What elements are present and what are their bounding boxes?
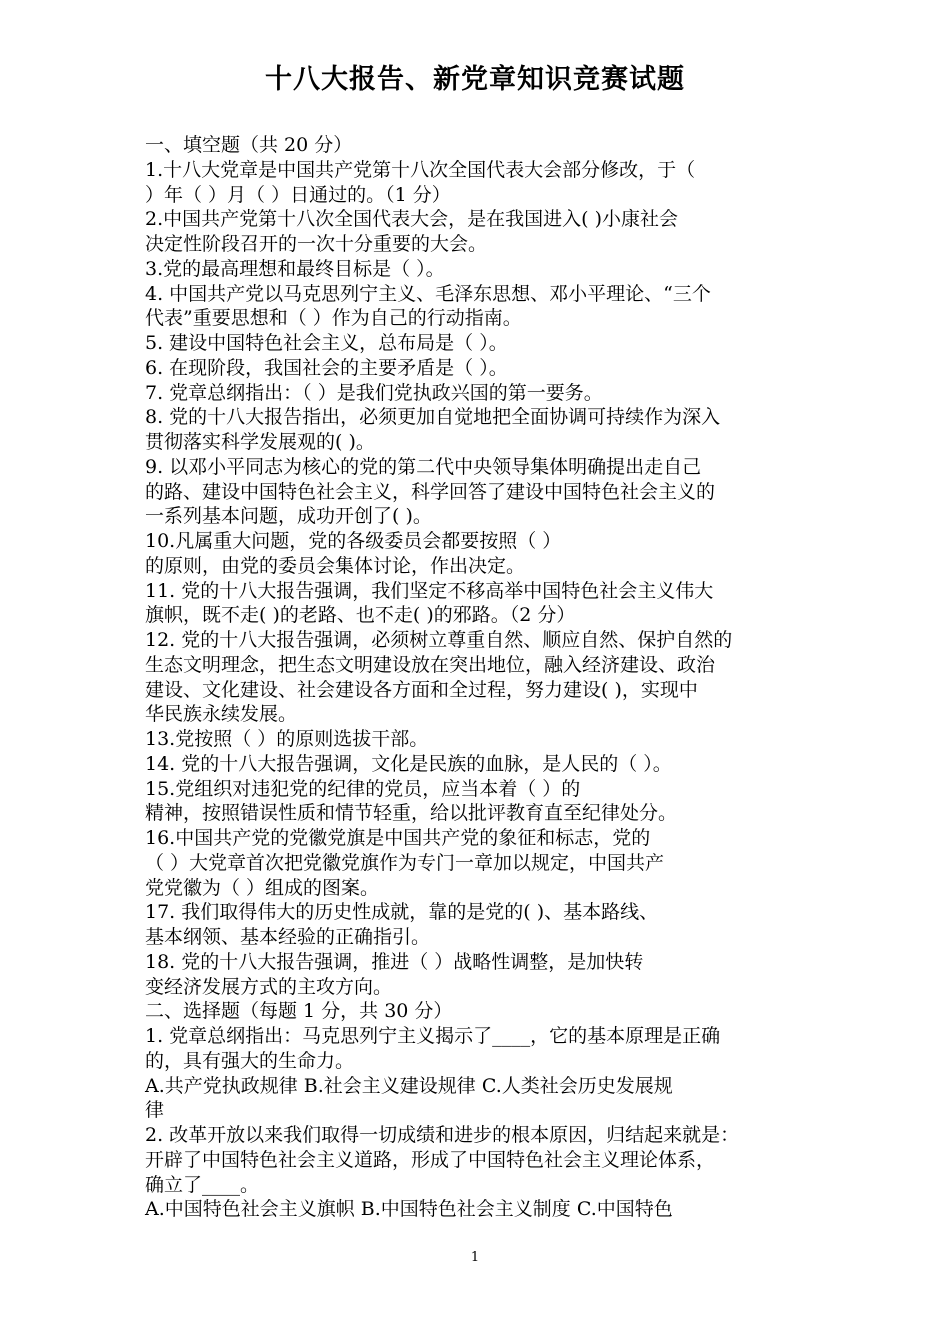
- text-line: 的路、建设中国特色社会主义，科学回答了建设中国特色社会主义的: [145, 480, 716, 503]
- text-line: A.共产党执政规律 B.社会主义建设规律 C.人类社会历史发展规: [145, 1074, 673, 1097]
- text-line: 13.党按照（ ）的原则选拔干部。: [145, 728, 429, 750]
- text-line: 9. 以邓小平同志为核心的党的第二代中央领导集体明确提出走自己: [145, 455, 702, 478]
- text-line: 的原则，由党的委员会集体讨论，作出决定。: [145, 554, 526, 577]
- text-line: 旗帜，既不走( )的老路、也不走( )的邪路。（2 分）: [145, 604, 576, 627]
- text-line: 一、填空题（共 20 分）: [145, 134, 353, 156]
- text-line: 12. 党的十八大报告强调，必须树立尊重自然、顺应自然、保护自然的: [145, 629, 733, 651]
- text-line: 18. 党的十八大报告强调，推进（ ）战略性调整，是加快转: [145, 950, 644, 973]
- page-number: 1: [470, 1250, 480, 1265]
- text-line: 3.党的最高理想和最终目标是（ ）。: [145, 257, 445, 280]
- text-line: 决定性阶段召开的一次十分重要的大会。: [145, 233, 488, 255]
- text-line: 华民族永续发展。: [145, 703, 298, 726]
- text-line: 精神，按照错误性质和情节轻重，给以批评教育直至纪律处分。: [145, 802, 678, 825]
- text-line: 二、选择题（每题 1 分，共 30 分）: [145, 1000, 453, 1023]
- text-line: 开辟了中国特色社会主义道路，形成了中国特色社会主义理论体系，: [145, 1148, 716, 1171]
- text-line: 15.党组织对违犯党的纪律的党员，应当本着（ ）的: [145, 777, 581, 800]
- text-line: 16.中国共产党的党徽党旗是中国共产党的象征和标志，党的: [145, 827, 651, 849]
- page-title: 十八大报告、新党章知识竞赛试题: [265, 64, 685, 95]
- text-line: 生态文明理念，把生态文明建设放在突出地位，融入经济建设、政治: [145, 653, 716, 676]
- document-body: [145, 133, 813, 1222]
- text-line: 5. 建设中国特色社会主义，总布局是（ ）。: [145, 332, 508, 354]
- text-line: 11. 党的十八大报告强调，我们坚定不移高举中国特色社会主义伟大: [145, 579, 714, 602]
- text-line: ）年（ ）月（ ）日通过的。（1 分）: [145, 183, 451, 206]
- text-line: 1. 党章总纲指出：马克思列宁主义揭示了____，它的基本原理是正确: [145, 1025, 721, 1047]
- text-line: 确立了____。: [145, 1173, 260, 1196]
- text-line: 10.凡属重大问题，党的各级委员会都要按照（ ）: [145, 530, 562, 552]
- text-line: 4. 中国共产党以马克思列宁主义、毛泽东思想、邓小平理论、“三个: [145, 282, 711, 305]
- text-line: 2. 改革开放以来我们取得一切成绩和进步的根本原因，归结起来就是：: [145, 1124, 740, 1146]
- text-line: 变经济发展方式的主攻方向。: [145, 975, 393, 998]
- text-line: 1.十八大党章是中国共产党第十八次全国代表大会部分修改，于（: [145, 158, 696, 181]
- text-line: 14. 党的十八大报告强调，文化是民族的血脉，是人民的（ ）。: [145, 752, 672, 775]
- text-line: 的，具有强大的生命力。: [145, 1049, 355, 1072]
- text-line: 8. 党的十八大报告指出，必须更加自觉地把全面协调可持续作为深入: [145, 406, 721, 429]
- text-line: 律: [145, 1099, 165, 1122]
- text-line: 一系列基本问题，成功开创了( )。: [145, 505, 432, 528]
- text-line: （ ）大党章首次把党徽党旗作为专门一章加以规定，中国共产: [145, 851, 665, 874]
- text-line: 代表”重要思想和（ ）作为自己的行动指南。: [145, 307, 522, 330]
- text-line: 7. 党章总纲指出：（ ）是我们党执政兴国的第一要务。: [145, 381, 603, 404]
- text-line: 贯彻落实科学发展观的( )。: [145, 431, 375, 453]
- text-line: 党党徽为（ ）组成的图案。: [145, 876, 380, 899]
- text-line: 建设、文化建设、社会建设各方面和全过程，努力建设( )，实现中: [145, 678, 698, 701]
- text-line: A.中国特色社会主义旗帜 B.中国特色社会主义制度 C.中国特色: [145, 1198, 673, 1221]
- text-line: 基本纲领、基本经验的正确指引。: [145, 926, 431, 948]
- text-line: 2.中国共产党第十八次全国代表大会，是在我国进入( )小康社会: [145, 208, 678, 231]
- text-line: 6. 在现阶段，我国社会的主要矛盾是（ ）。: [145, 356, 508, 379]
- text-line: 17. 我们取得伟大的历史性成就，靠的是党的( )、基本路线、: [145, 901, 659, 924]
